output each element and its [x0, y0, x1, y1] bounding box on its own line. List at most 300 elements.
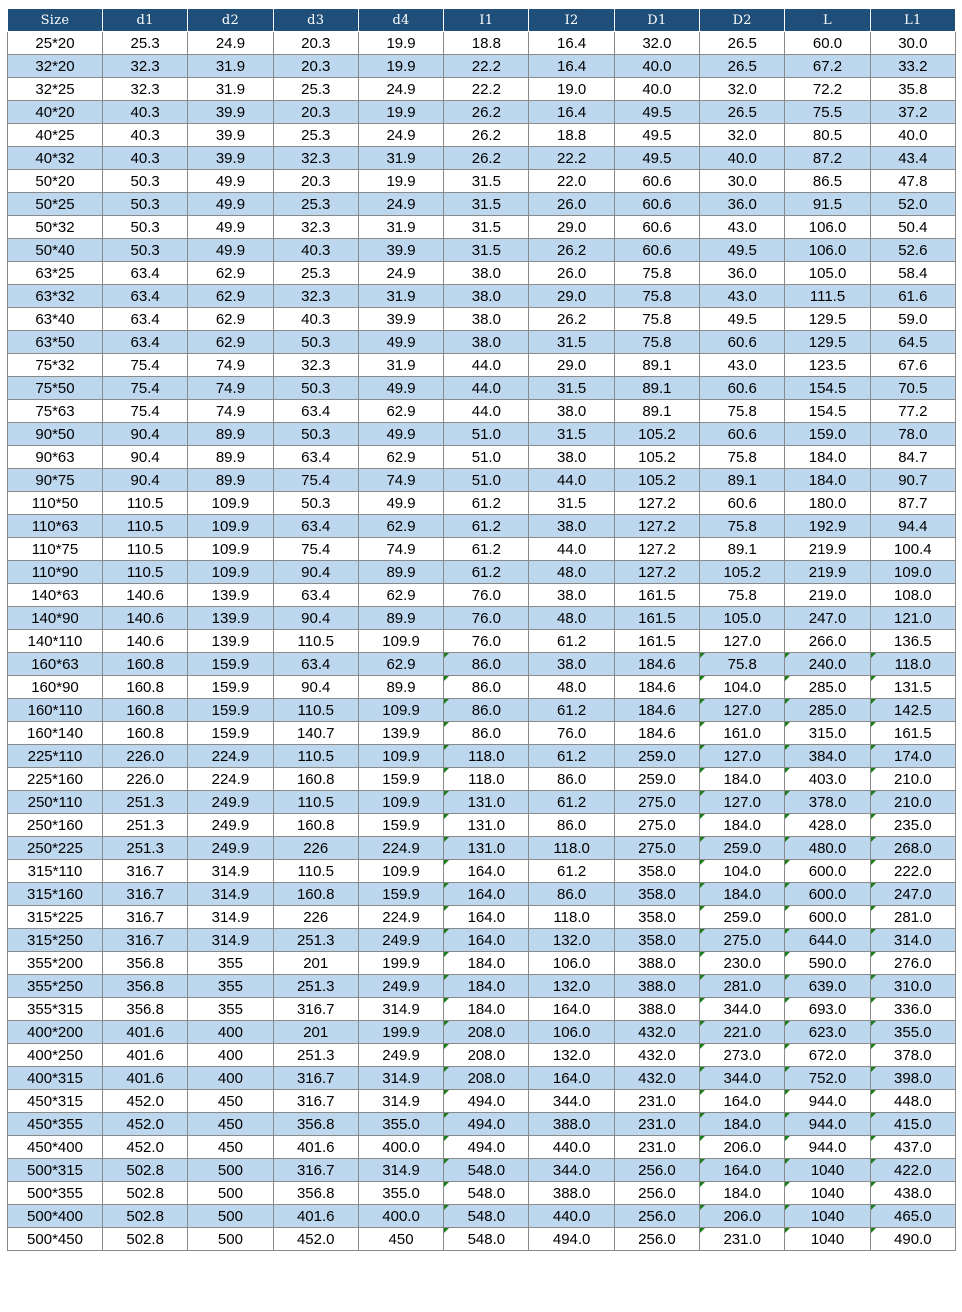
- table-cell: 285.0: [785, 699, 870, 722]
- table-cell: 89.1: [614, 400, 699, 423]
- table-cell: 89.9: [188, 423, 273, 446]
- table-cell: 109.9: [188, 492, 273, 515]
- table-cell: 26.2: [444, 101, 529, 124]
- table-cell: 30.0: [700, 170, 785, 193]
- table-cell: 60.6: [700, 377, 785, 400]
- table-cell: 64.5: [870, 331, 955, 354]
- table-cell: 259.0: [614, 768, 699, 791]
- table-row: [8, 745, 956, 768]
- table-cell: 256.0: [614, 1159, 699, 1182]
- table-cell: 74.9: [188, 377, 273, 400]
- table-cell: 548.0: [444, 1205, 529, 1228]
- table-cell: 25.3: [103, 32, 188, 55]
- table-cell: 452.0: [103, 1113, 188, 1136]
- table-cell: 336.0: [870, 998, 955, 1021]
- column-header: I1: [444, 9, 529, 32]
- table-cell: 160.8: [273, 814, 358, 837]
- table-cell: 31.5: [444, 239, 529, 262]
- table-cell: 378.0: [870, 1044, 955, 1067]
- table-cell: 118.0: [529, 906, 614, 929]
- table-row: [8, 906, 956, 929]
- table-cell: 52.0: [870, 193, 955, 216]
- size-cell: 110*75: [8, 538, 103, 561]
- table-cell: 231.0: [614, 1090, 699, 1113]
- table-cell: 52.6: [870, 239, 955, 262]
- table-row: [8, 607, 956, 630]
- table-cell: 50.3: [103, 193, 188, 216]
- table-cell: 58.4: [870, 262, 955, 285]
- table-cell: 502.8: [103, 1205, 188, 1228]
- table-cell: 22.0: [529, 170, 614, 193]
- table-row: [8, 538, 956, 561]
- table-cell: 249.9: [358, 975, 443, 998]
- table-cell: 314.9: [358, 1067, 443, 1090]
- size-cell: 63*50: [8, 331, 103, 354]
- table-cell: 40.3: [103, 101, 188, 124]
- size-cell: 450*355: [8, 1113, 103, 1136]
- table-row: [8, 860, 956, 883]
- table-row: [8, 975, 956, 998]
- table-cell: 251.3: [273, 975, 358, 998]
- table-cell: 316.7: [273, 1067, 358, 1090]
- table-cell: 127.2: [614, 515, 699, 538]
- table-cell: 63.4: [103, 262, 188, 285]
- table-cell: 268.0: [870, 837, 955, 860]
- table-cell: 184.0: [785, 446, 870, 469]
- table-cell: 240.0: [785, 653, 870, 676]
- table-cell: 70.5: [870, 377, 955, 400]
- table-row: [8, 446, 956, 469]
- table-cell: 19.9: [358, 32, 443, 55]
- table-cell: 105.2: [614, 423, 699, 446]
- table-cell: 100.4: [870, 538, 955, 561]
- table-cell: 109.9: [358, 630, 443, 653]
- table-cell: 249.9: [358, 1044, 443, 1067]
- table-cell: 38.0: [529, 400, 614, 423]
- table-cell: 74.9: [358, 469, 443, 492]
- table-cell: 548.0: [444, 1159, 529, 1182]
- table-row: [8, 331, 956, 354]
- table-cell: 136.5: [870, 630, 955, 653]
- table-cell: 1040: [785, 1182, 870, 1205]
- table-cell: 31.5: [529, 331, 614, 354]
- table-cell: 164.0: [529, 1067, 614, 1090]
- table-cell: 184.0: [444, 975, 529, 998]
- table-cell: 106.0: [529, 1021, 614, 1044]
- table-cell: 132.0: [529, 1044, 614, 1067]
- table-cell: 139.9: [188, 630, 273, 653]
- table-row: [8, 722, 956, 745]
- table-cell: 32.3: [103, 78, 188, 101]
- table-cell: 1040: [785, 1205, 870, 1228]
- table-cell: 104.0: [700, 860, 785, 883]
- table-cell: 110.5: [273, 745, 358, 768]
- table-cell: 201: [273, 952, 358, 975]
- table-cell: 18.8: [444, 32, 529, 55]
- table-cell: 43.0: [700, 285, 785, 308]
- table-cell: 109.9: [188, 561, 273, 584]
- table-cell: 226: [273, 837, 358, 860]
- table-cell: 26.0: [529, 262, 614, 285]
- table-cell: 127.0: [700, 745, 785, 768]
- table-cell: 358.0: [614, 929, 699, 952]
- table-cell: 184.0: [700, 768, 785, 791]
- table-cell: 161.5: [614, 607, 699, 630]
- table-cell: 344.0: [700, 998, 785, 1021]
- table-cell: 108.0: [870, 584, 955, 607]
- table-cell: 31.9: [358, 216, 443, 239]
- table-cell: 219.0: [785, 584, 870, 607]
- table-cell: 693.0: [785, 998, 870, 1021]
- table-cell: 49.9: [188, 193, 273, 216]
- table-cell: 259.0: [614, 745, 699, 768]
- size-cell: 63*25: [8, 262, 103, 285]
- table-cell: 104.0: [700, 676, 785, 699]
- table-cell: 403.0: [785, 768, 870, 791]
- table-cell: 355: [188, 952, 273, 975]
- size-cell: 355*200: [8, 952, 103, 975]
- table-cell: 388.0: [614, 975, 699, 998]
- table-cell: 29.0: [529, 285, 614, 308]
- table-cell: 59.0: [870, 308, 955, 331]
- table-cell: 106.0: [529, 952, 614, 975]
- table-cell: 208.0: [444, 1044, 529, 1067]
- table-cell: 159.9: [188, 699, 273, 722]
- table-cell: 25.3: [273, 124, 358, 147]
- size-cell: 400*315: [8, 1067, 103, 1090]
- table-cell: 60.6: [700, 492, 785, 515]
- table-cell: 184.0: [700, 814, 785, 837]
- table-cell: 132.0: [529, 975, 614, 998]
- table-cell: 314.9: [358, 1159, 443, 1182]
- table-cell: 62.9: [358, 515, 443, 538]
- table-cell: 40.0: [700, 147, 785, 170]
- table-cell: 111.5: [785, 285, 870, 308]
- table-cell: 44.0: [444, 400, 529, 423]
- size-cell: 90*50: [8, 423, 103, 446]
- table-cell: 131.0: [444, 814, 529, 837]
- size-cell: 40*20: [8, 101, 103, 124]
- table-cell: 75.4: [273, 469, 358, 492]
- table-cell: 206.0: [700, 1136, 785, 1159]
- table-cell: 378.0: [785, 791, 870, 814]
- table-row: [8, 1113, 956, 1136]
- table-row: [8, 837, 956, 860]
- table-cell: 356.8: [273, 1113, 358, 1136]
- table-cell: 314.9: [188, 860, 273, 883]
- size-cell: 500*355: [8, 1182, 103, 1205]
- table-cell: 623.0: [785, 1021, 870, 1044]
- table-cell: 49.5: [700, 239, 785, 262]
- table-cell: 31.5: [529, 377, 614, 400]
- table-cell: 251.3: [103, 791, 188, 814]
- table-cell: 105.2: [614, 469, 699, 492]
- table-cell: 90.4: [103, 423, 188, 446]
- size-cell: 110*90: [8, 561, 103, 584]
- column-header: D1: [614, 9, 699, 32]
- table-cell: 63.4: [273, 653, 358, 676]
- table-cell: 281.0: [700, 975, 785, 998]
- table-cell: 67.6: [870, 354, 955, 377]
- table-cell: 314.0: [870, 929, 955, 952]
- table-cell: 38.0: [444, 308, 529, 331]
- table-cell: 401.6: [103, 1021, 188, 1044]
- table-cell: 50.3: [103, 170, 188, 193]
- table-cell: 314.9: [358, 998, 443, 1021]
- table-cell: 86.0: [444, 699, 529, 722]
- table-cell: 87.7: [870, 492, 955, 515]
- table-cell: 450: [188, 1113, 273, 1136]
- table-cell: 118.0: [444, 768, 529, 791]
- table-cell: 38.0: [529, 584, 614, 607]
- table-cell: 500: [188, 1228, 273, 1251]
- size-cell: 450*400: [8, 1136, 103, 1159]
- size-cell: 250*160: [8, 814, 103, 837]
- table-cell: 90.7: [870, 469, 955, 492]
- table-cell: 159.9: [358, 768, 443, 791]
- size-cell: 160*90: [8, 676, 103, 699]
- table-cell: 32.3: [103, 55, 188, 78]
- table-cell: 90.4: [103, 446, 188, 469]
- table-cell: 184.0: [444, 998, 529, 1021]
- table-cell: 159.9: [188, 676, 273, 699]
- table-cell: 159.9: [358, 814, 443, 837]
- table-cell: 235.0: [870, 814, 955, 837]
- table-cell: 75.4: [103, 400, 188, 423]
- table-cell: 452.0: [103, 1090, 188, 1113]
- table-cell: 44.0: [444, 377, 529, 400]
- table-cell: 401.6: [273, 1136, 358, 1159]
- table-cell: 415.0: [870, 1113, 955, 1136]
- table-cell: 127.0: [700, 630, 785, 653]
- column-header: Size: [8, 9, 103, 32]
- table-cell: 438.0: [870, 1182, 955, 1205]
- table-cell: 39.9: [358, 239, 443, 262]
- table-row: [8, 1021, 956, 1044]
- table-cell: 161.0: [700, 722, 785, 745]
- table-cell: 440.0: [529, 1205, 614, 1228]
- table-cell: 49.9: [358, 423, 443, 446]
- table-cell: 62.9: [188, 308, 273, 331]
- table-cell: 110.5: [103, 492, 188, 515]
- table-cell: 201: [273, 1021, 358, 1044]
- table-cell: 247.0: [785, 607, 870, 630]
- table-cell: 37.2: [870, 101, 955, 124]
- table-cell: 184.6: [614, 653, 699, 676]
- table-cell: 49.9: [358, 377, 443, 400]
- table-cell: 49.5: [614, 147, 699, 170]
- table-cell: 63.4: [273, 515, 358, 538]
- table-cell: 105.0: [785, 262, 870, 285]
- table-cell: 388.0: [614, 998, 699, 1021]
- table-cell: 67.2: [785, 55, 870, 78]
- table-cell: 249.9: [188, 814, 273, 837]
- table-cell: 132.0: [529, 929, 614, 952]
- table-cell: 224.9: [188, 745, 273, 768]
- table-cell: 110.5: [103, 538, 188, 561]
- table-row: [8, 699, 956, 722]
- table-row: [8, 515, 956, 538]
- table-cell: 89.1: [614, 354, 699, 377]
- table-cell: 400.0: [358, 1205, 443, 1228]
- table-row: [8, 400, 956, 423]
- size-cell: 110*63: [8, 515, 103, 538]
- table-cell: 24.9: [358, 262, 443, 285]
- table-cell: 224.9: [188, 768, 273, 791]
- table-cell: 400.0: [358, 1136, 443, 1159]
- table-cell: 400: [188, 1067, 273, 1090]
- table-cell: 118.0: [529, 837, 614, 860]
- size-cell: 160*110: [8, 699, 103, 722]
- table-cell: 432.0: [614, 1067, 699, 1090]
- table-cell: 86.0: [529, 814, 614, 837]
- table-cell: 36.0: [700, 262, 785, 285]
- table-cell: 31.9: [358, 354, 443, 377]
- table-cell: 60.6: [614, 216, 699, 239]
- table-cell: 160.8: [273, 768, 358, 791]
- table-cell: 109.9: [358, 791, 443, 814]
- table-cell: 164.0: [444, 860, 529, 883]
- table-cell: 310.0: [870, 975, 955, 998]
- table-cell: 259.0: [700, 837, 785, 860]
- table-cell: 19.9: [358, 170, 443, 193]
- table-cell: 230.0: [700, 952, 785, 975]
- table-cell: 355.0: [870, 1021, 955, 1044]
- table-cell: 61.2: [529, 791, 614, 814]
- table-cell: 344.0: [529, 1090, 614, 1113]
- table-cell: 20.3: [273, 32, 358, 55]
- table-cell: 502.8: [103, 1159, 188, 1182]
- table-cell: 76.0: [529, 722, 614, 745]
- table-cell: 63.4: [273, 400, 358, 423]
- table-cell: 40.3: [103, 147, 188, 170]
- table-cell: 40.3: [273, 308, 358, 331]
- table-cell: 184.6: [614, 676, 699, 699]
- table-cell: 48.0: [529, 676, 614, 699]
- table-cell: 355: [188, 975, 273, 998]
- table-cell: 388.0: [614, 952, 699, 975]
- column-header: d4: [358, 9, 443, 32]
- table-cell: 184.6: [614, 699, 699, 722]
- table-cell: 16.4: [529, 101, 614, 124]
- table-cell: 154.5: [785, 400, 870, 423]
- table-cell: 452.0: [273, 1228, 358, 1251]
- table-cell: 25.3: [273, 193, 358, 216]
- table-cell: 61.2: [529, 745, 614, 768]
- table-row: [8, 170, 956, 193]
- table-cell: 32.3: [273, 285, 358, 308]
- size-cell: 90*75: [8, 469, 103, 492]
- column-header: I2: [529, 9, 614, 32]
- table-cell: 131.5: [870, 676, 955, 699]
- table-cell: 49.9: [188, 170, 273, 193]
- table-cell: 127.0: [700, 791, 785, 814]
- table-cell: 90.4: [103, 469, 188, 492]
- table-cell: 256.0: [614, 1205, 699, 1228]
- table-cell: 50.3: [273, 331, 358, 354]
- table-row: [8, 998, 956, 1021]
- table-cell: 26.5: [700, 101, 785, 124]
- table-cell: 316.7: [103, 860, 188, 883]
- size-cell: 63*32: [8, 285, 103, 308]
- table-cell: 401.6: [103, 1067, 188, 1090]
- table-cell: 110.5: [103, 515, 188, 538]
- table-cell: 31.5: [444, 170, 529, 193]
- table-cell: 161.5: [614, 584, 699, 607]
- table-cell: 275.0: [700, 929, 785, 952]
- table-cell: 38.0: [529, 446, 614, 469]
- table-cell: 450: [358, 1228, 443, 1251]
- table-cell: 60.6: [614, 239, 699, 262]
- table-cell: 316.7: [273, 1159, 358, 1182]
- table-row: [8, 1182, 956, 1205]
- table-cell: 494.0: [444, 1136, 529, 1159]
- table-row: [8, 768, 956, 791]
- table-cell: 109.9: [188, 515, 273, 538]
- table-cell: 32.0: [614, 32, 699, 55]
- table-cell: 22.2: [444, 78, 529, 101]
- table-cell: 51.0: [444, 446, 529, 469]
- table-cell: 105.2: [700, 561, 785, 584]
- table-cell: 49.9: [358, 331, 443, 354]
- size-cell: 50*20: [8, 170, 103, 193]
- size-cell: 50*25: [8, 193, 103, 216]
- header-row: [8, 9, 956, 32]
- table-cell: 61.2: [444, 515, 529, 538]
- table-cell: 437.0: [870, 1136, 955, 1159]
- table-cell: 450: [188, 1136, 273, 1159]
- table-cell: 94.4: [870, 515, 955, 538]
- table-cell: 49.5: [700, 308, 785, 331]
- table-cell: 26.5: [700, 32, 785, 55]
- table-cell: 121.0: [870, 607, 955, 630]
- table-cell: 32.0: [700, 78, 785, 101]
- table-cell: 25.3: [273, 262, 358, 285]
- table-cell: 26.2: [529, 239, 614, 262]
- table-cell: 24.9: [188, 32, 273, 55]
- table-cell: 159.9: [188, 722, 273, 745]
- table-cell: 276.0: [870, 952, 955, 975]
- table-cell: 75.4: [103, 377, 188, 400]
- table-cell: 38.0: [444, 285, 529, 308]
- table-cell: 29.0: [529, 354, 614, 377]
- table-cell: 62.9: [358, 400, 443, 423]
- table-cell: 61.2: [529, 699, 614, 722]
- table-cell: 494.0: [444, 1113, 529, 1136]
- size-cell: 225*110: [8, 745, 103, 768]
- table-cell: 219.9: [785, 561, 870, 584]
- table-cell: 432.0: [614, 1021, 699, 1044]
- table-cell: 24.9: [358, 78, 443, 101]
- table-cell: 75.8: [614, 285, 699, 308]
- table-cell: 60.6: [614, 170, 699, 193]
- table-cell: 247.0: [870, 883, 955, 906]
- table-cell: 31.5: [529, 492, 614, 515]
- size-cell: 450*315: [8, 1090, 103, 1113]
- column-header: L1: [870, 9, 955, 32]
- table-cell: 275.0: [614, 814, 699, 837]
- table-cell: 314.9: [188, 906, 273, 929]
- table-cell: 231.0: [700, 1228, 785, 1251]
- table-cell: 401.6: [103, 1044, 188, 1067]
- table-cell: 61.6: [870, 285, 955, 308]
- table-cell: 210.0: [870, 791, 955, 814]
- table-cell: 75.8: [700, 400, 785, 423]
- table-cell: 154.5: [785, 377, 870, 400]
- table-cell: 89.9: [188, 446, 273, 469]
- size-cell: 50*40: [8, 239, 103, 262]
- table-cell: 127.0: [700, 699, 785, 722]
